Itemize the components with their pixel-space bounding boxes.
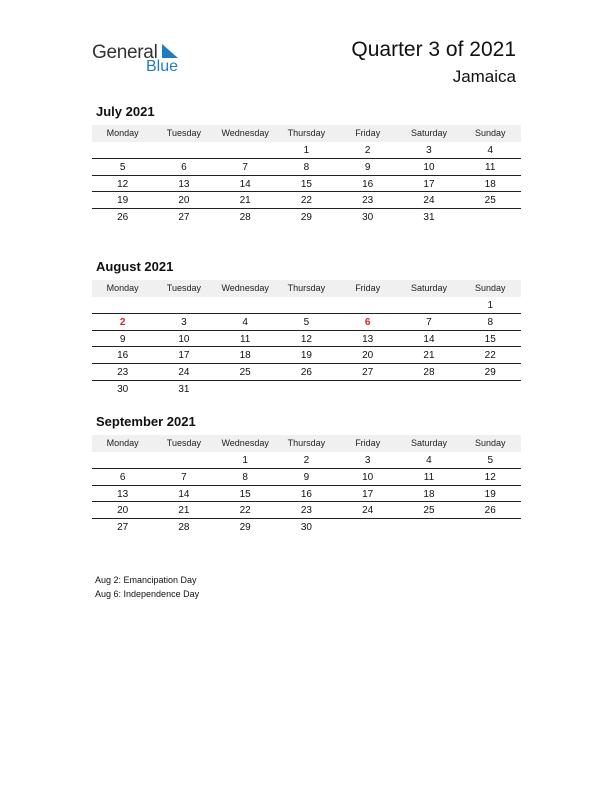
day-cell: 19 [117,195,129,207]
day-cell [153,297,214,313]
day-cell: 14 [178,488,190,500]
weekday-header: Wednesday [221,438,269,448]
day-cell: 29 [300,212,312,224]
country-name: Jamaica [452,67,516,86]
day-cell: 1 [303,145,310,156]
day-cell: 16 [362,178,374,190]
week-row [92,314,521,331]
day-cell: 8 [242,471,248,483]
week-row [92,519,521,536]
weekday-header: Thursday [287,283,326,293]
day-cell: 8 [487,316,493,328]
weekday-header: Friday [355,438,381,448]
weekday-header: Wednesday [221,128,269,138]
day-cell [276,381,337,398]
weekday-header: Thursday [287,438,326,448]
day-cell: 15 [300,178,312,190]
day-cell: 9 [119,333,126,345]
day-cell: 31 [423,212,435,224]
weekday-header: Saturday [410,438,447,448]
day-cell: 12 [300,333,312,345]
day-cell: 27 [117,522,129,534]
holiday-day-cell: 6 [364,316,371,328]
day-cell: 16 [300,488,312,500]
day-cell: 20 [362,350,374,362]
day-cell: 15 [484,333,496,345]
day-cell: 23 [362,195,374,207]
day-cell: 28 [239,212,251,224]
weekday-header: Tuesday [166,128,201,138]
day-cell: 20 [117,505,129,517]
day-cell: 9 [364,161,371,173]
day-cell: 11 [485,161,496,173]
week-row [92,331,521,348]
day-cell: 30 [117,383,129,395]
weekday-header: Tuesday [166,438,201,448]
day-cell: 31 [178,383,190,395]
day-cell: 2 [303,455,310,466]
holiday-notes [95,573,199,601]
day-cell: 25 [484,195,496,207]
day-cell [460,381,521,398]
day-cell: 15 [239,488,251,500]
day-cell: 3 [426,145,432,156]
month-grid [92,435,521,536]
day-cell: 29 [484,367,496,379]
day-cell: 25 [423,505,435,517]
week-row [92,502,521,519]
day-cell [460,519,521,536]
day-cell [398,297,459,313]
day-cell: 22 [484,350,496,362]
week-row [92,159,521,176]
day-cell [337,297,398,313]
day-cell [215,297,276,313]
weekday-header-row [92,435,521,452]
logo-blue-text: Blue [146,58,179,75]
day-cell [92,297,153,313]
weekday-header: Monday [106,283,139,293]
week-row [92,381,521,398]
month-title: September 2021 [96,414,196,429]
day-cell [398,381,459,398]
day-cell: 26 [300,367,312,379]
day-cell: 12 [484,471,496,483]
weekday-header: Saturday [410,283,447,293]
day-cell: 10 [178,333,190,345]
day-cell: 28 [423,367,435,379]
day-cell: 23 [300,505,312,517]
week-row [92,142,521,159]
day-cell: 24 [362,505,374,517]
day-cell: 14 [423,333,435,345]
month-calendar [92,105,521,226]
day-cell: 1 [487,300,493,311]
day-cell: 5 [119,161,126,173]
weekday-header-row [92,125,521,142]
day-cell: 17 [178,350,190,362]
day-cell: 30 [362,212,374,224]
month-calendar [92,415,521,536]
day-cell: 18 [484,178,496,190]
day-cell: 24 [423,195,435,207]
logo-general-text: General [92,42,158,63]
weekday-header: Sunday [474,283,506,293]
day-cell [337,519,398,536]
month-title: August 2021 [96,259,174,274]
day-cell [460,209,521,226]
day-cell: 19 [484,488,496,500]
day-cell: 22 [239,505,251,517]
day-cell: 30 [300,522,312,534]
day-cell [337,381,398,398]
day-cell: 2 [364,145,371,156]
day-cell: 28 [178,522,190,534]
weekday-header: Friday [355,283,381,293]
day-cell: 25 [239,367,251,379]
day-cell [92,142,153,158]
month-grid [92,125,521,226]
week-row [92,347,521,364]
day-cell: 22 [300,195,312,207]
weekday-header: Monday [106,438,139,448]
day-cell: 23 [117,367,129,379]
day-cell: 12 [117,178,129,190]
week-row [92,192,521,209]
day-cell: 5 [303,316,310,328]
weekday-header: Sunday [474,128,506,138]
weekday-header-row [92,280,521,297]
day-cell: 7 [181,471,187,483]
day-cell: 9 [303,471,310,483]
day-cell [215,142,276,158]
day-cell: 18 [239,350,251,362]
logo [92,42,192,78]
week-row [92,297,521,314]
month-grid [92,280,521,398]
week-row [92,176,521,193]
day-cell: 4 [242,316,248,328]
day-cell: 27 [178,212,190,224]
day-cell: 20 [178,195,190,207]
day-cell: 27 [362,367,374,379]
day-cell: 8 [303,161,310,173]
day-cell: 7 [242,161,248,173]
day-cell: 17 [423,178,435,190]
day-cell: 21 [423,350,435,362]
day-cell: 6 [119,471,126,483]
day-cell: 21 [178,505,190,517]
day-cell: 10 [362,471,374,483]
month-calendar [92,260,521,398]
weekday-header: Wednesday [221,283,269,293]
day-cell: 29 [239,522,251,534]
week-row [92,452,521,469]
day-cell [398,519,459,536]
weekday-header: Monday [106,128,139,138]
day-cell: 16 [117,350,129,362]
month-title: July 2021 [96,104,155,119]
weekday-header: Thursday [287,128,326,138]
day-cell: 4 [487,145,493,156]
day-cell: 6 [181,161,187,173]
day-cell: 18 [423,488,435,500]
holiday-note: Aug 6: Independence Day [95,589,200,599]
day-cell: 3 [181,316,187,328]
day-cell: 13 [178,178,190,190]
holiday-note: Aug 2: Emancipation Day [95,575,197,585]
holiday-day-cell: 2 [119,316,126,328]
week-row [92,486,521,503]
day-cell: 11 [239,333,251,345]
day-cell: 1 [242,455,248,466]
day-cell: 26 [117,212,129,224]
day-cell: 10 [423,161,435,173]
day-cell [276,297,337,313]
weekday-header: Sunday [474,438,506,448]
day-cell: 3 [364,455,371,466]
day-cell: 14 [239,178,251,190]
day-cell: 4 [426,455,432,466]
week-row [92,364,521,381]
day-cell: 5 [487,455,493,466]
day-cell: 24 [178,367,190,379]
day-cell: 17 [362,488,374,500]
day-cell [153,452,214,468]
day-cell [92,452,153,468]
day-cell: 21 [239,195,251,207]
day-cell [215,381,276,398]
day-cell [153,142,214,158]
day-cell: 26 [484,505,496,517]
page-title: Quarter 3 of 2021 [351,38,516,61]
weekday-header: Tuesday [166,283,201,293]
day-cell: 19 [300,350,312,362]
week-row [92,469,521,486]
day-cell: 13 [362,333,374,345]
day-cell: 11 [423,471,435,483]
week-row [92,209,521,226]
day-cell: 13 [117,488,129,500]
weekday-header: Saturday [410,128,447,138]
day-cell: 7 [426,316,432,328]
weekday-header: Friday [355,128,381,138]
